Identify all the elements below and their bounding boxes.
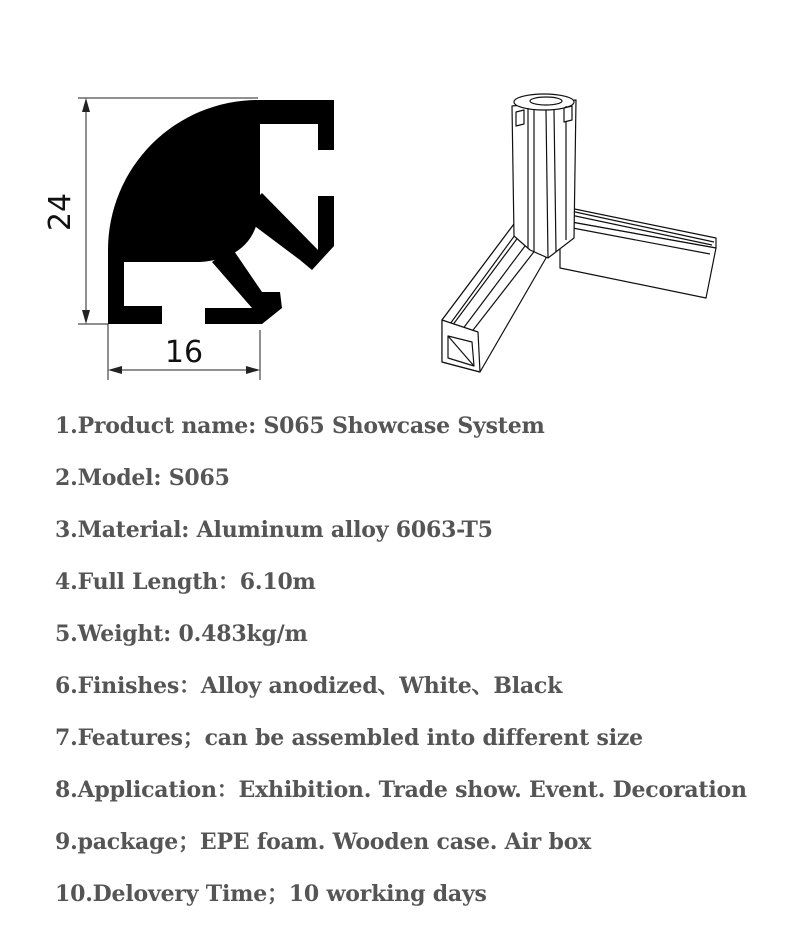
figures-svg [0, 0, 790, 400]
spec-item-full-length: 4.Full Length：6.10m [55, 569, 316, 595]
spec-item-package: 9.package；EPE foam. Wooden case. Air box [55, 829, 592, 855]
dim-arrow-bottom [82, 310, 90, 324]
dim-label-height: 24 [43, 192, 78, 232]
spec-item-weight: 5.Weight: 0.483kg/m [55, 621, 308, 647]
assembly-post [512, 94, 576, 258]
profile-cross-section [108, 100, 334, 324]
profile-diagonal-arm-right [240, 193, 334, 270]
product-figures [0, 0, 790, 400]
profile-diagonal-arm-bottom [205, 248, 282, 324]
spec-item-model: 2.Model: S065 [55, 465, 230, 491]
dim-arrow-right [246, 366, 260, 374]
assembly-bar-right [560, 206, 716, 298]
spec-item-product-name: 1.Product name: S065 Showcase System [55, 413, 545, 439]
spec-list [55, 408, 775, 928]
profile-outer-body [108, 100, 334, 324]
dim-arrow-left [108, 366, 122, 374]
spec-item-features: 7.Features；can be assembled into different size [55, 725, 643, 751]
dim-arrow-top [82, 98, 90, 112]
dim-label-width: 16 [164, 335, 204, 370]
spec-item-finishes: 6.Finishes：Alloy anodized、White、Black [55, 673, 563, 699]
spec-item-delivery-time: 10.Delovery Time；10 working days [55, 881, 487, 907]
spec-item-material: 3.Material: Aluminum alloy 6063-T5 [55, 517, 493, 543]
assembly-3d-drawing [442, 94, 716, 372]
spec-item-application: 8.Application：Exhibition. Trade show. Event. Decoration [55, 777, 747, 803]
